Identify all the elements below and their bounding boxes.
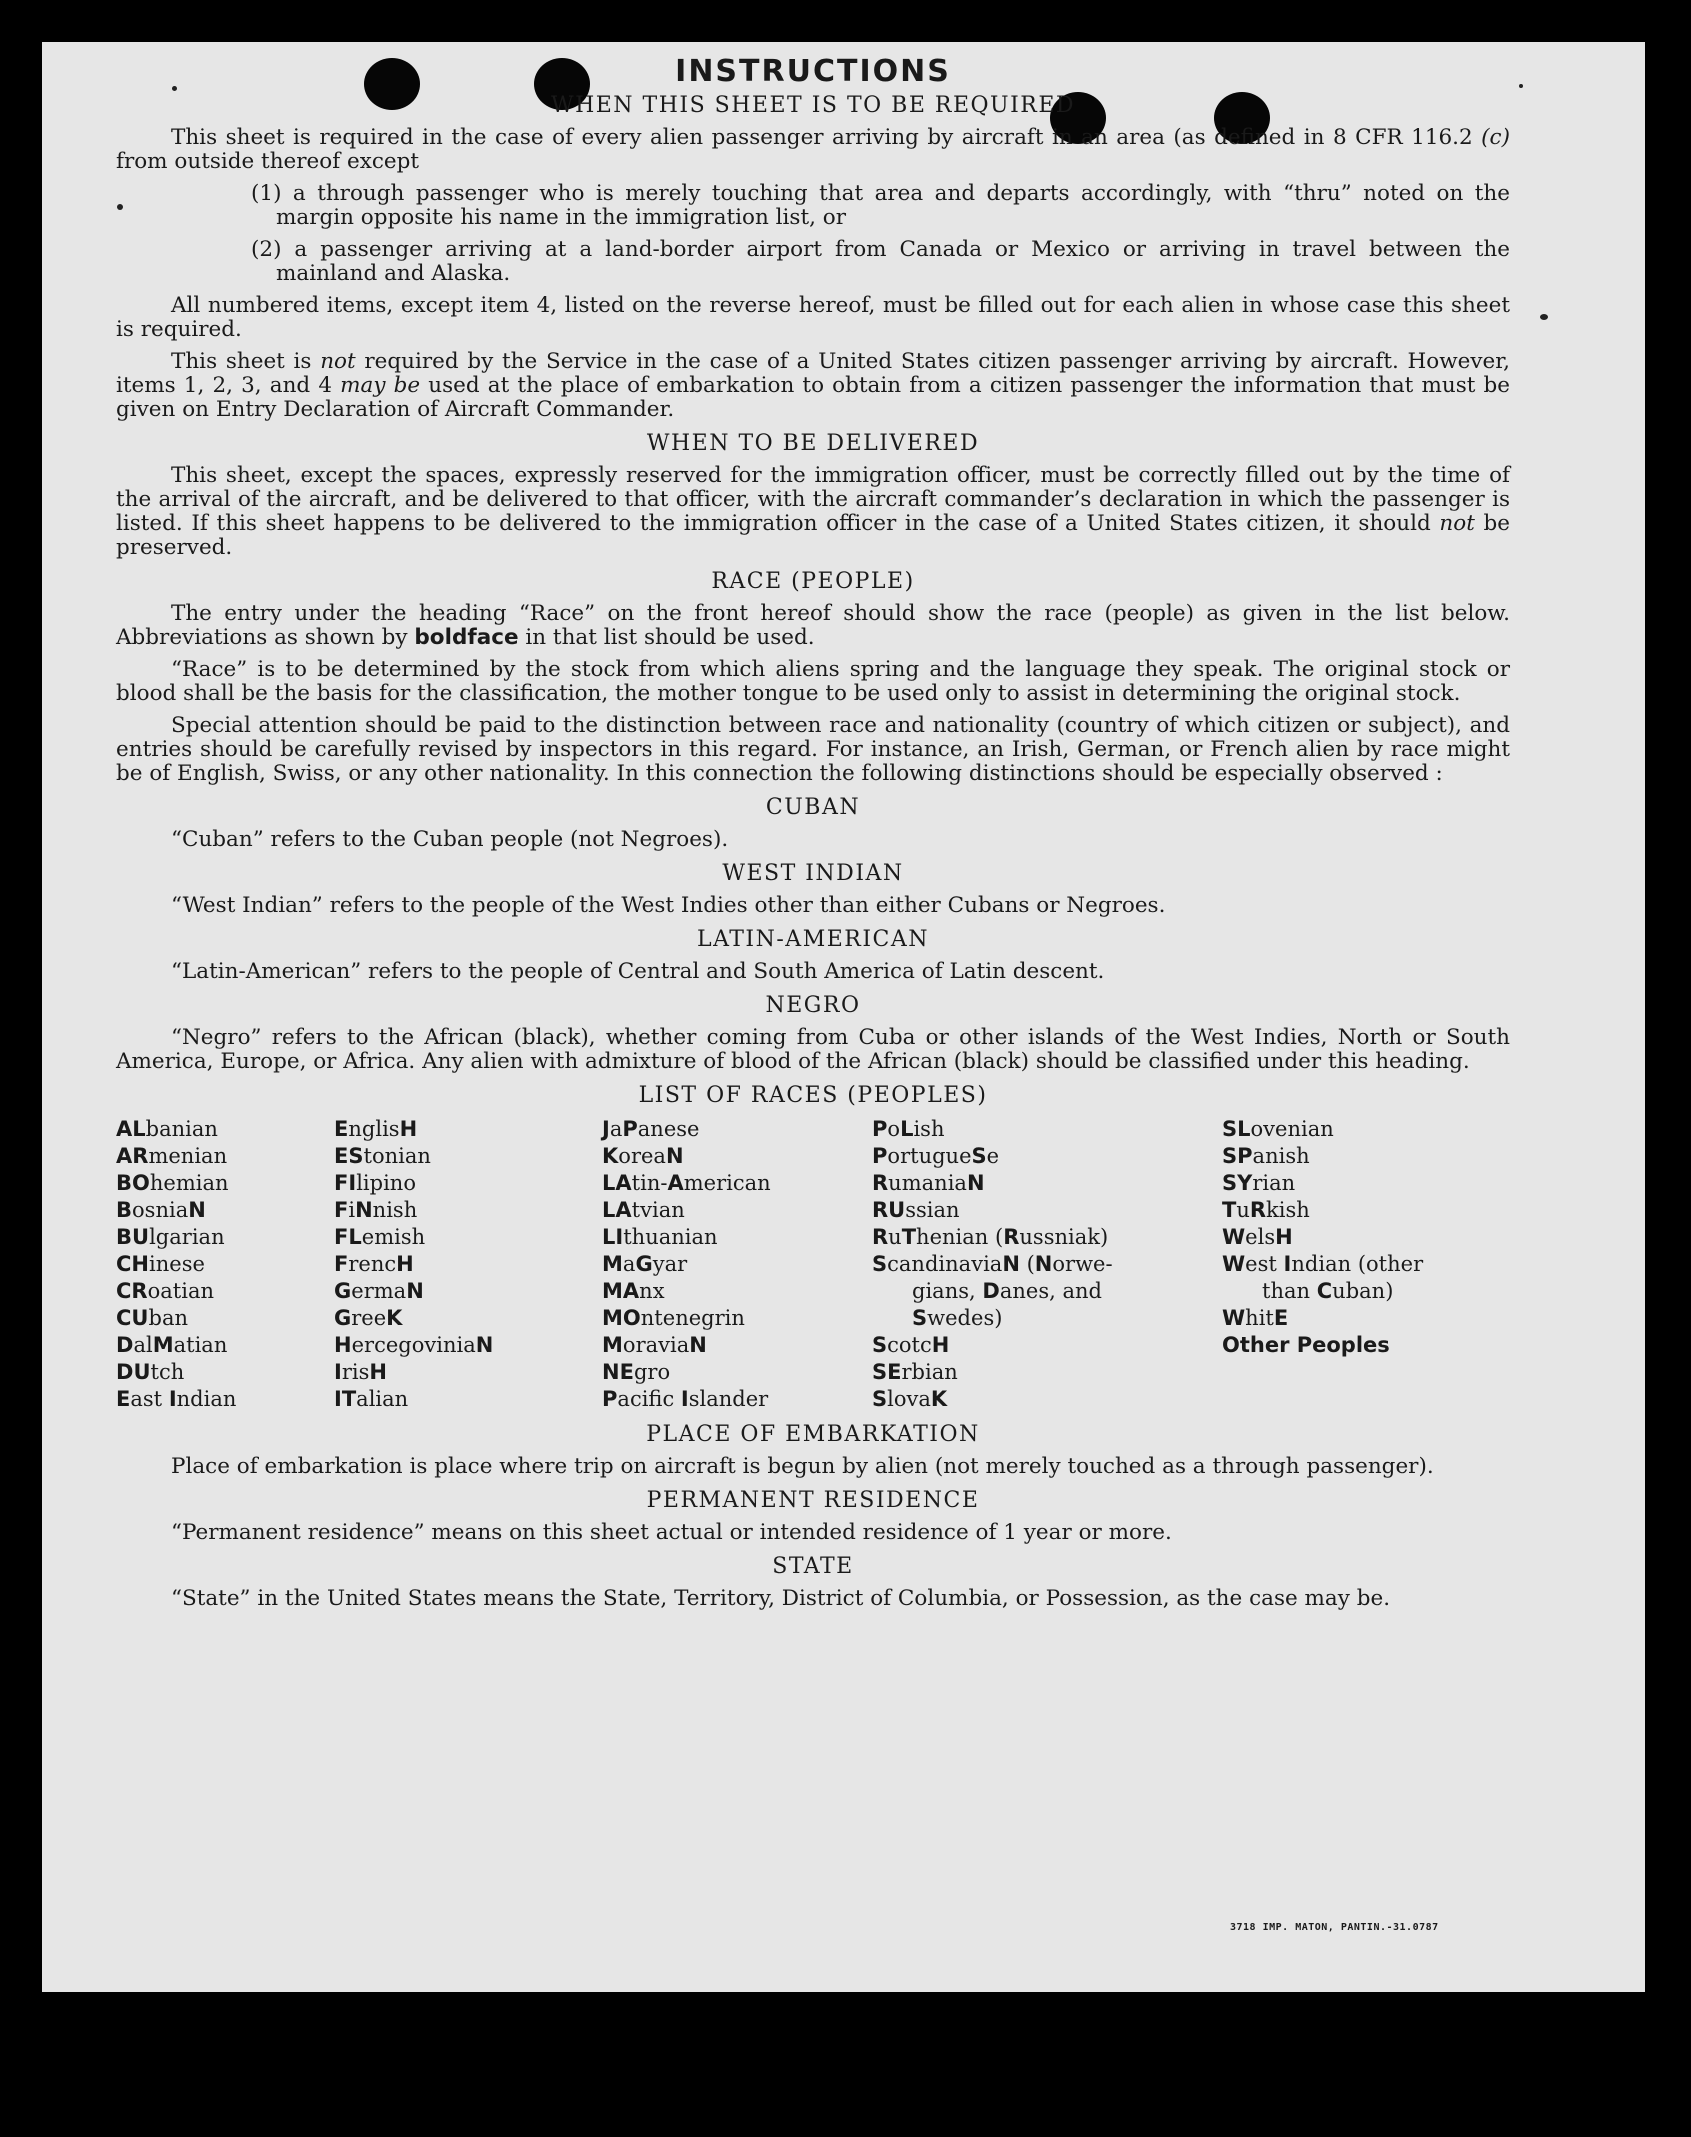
- race-entry: EStonian: [334, 1144, 431, 1168]
- paragraph: This sheet is required in the case of every alien passenger arriving by aircraft in an area (as defined in 8 CFR 116.2 (c) from outside thereof except: [116, 125, 1510, 174]
- race-entry: MAnx: [602, 1279, 665, 1303]
- race-entry: DUtch: [116, 1360, 185, 1384]
- race-entry: BosniaN: [116, 1198, 206, 1222]
- race-entry: GermaN: [334, 1279, 424, 1303]
- race-entry: Pacifc Islander: [602, 1387, 769, 1411]
- paragraph: “Cuban” refers to the Cuban people (not Negroes).: [171, 827, 729, 852]
- race-entry: SErbian: [872, 1360, 958, 1384]
- speck: [1519, 84, 1523, 88]
- races-column-4: [872, 1116, 1222, 1413]
- race-entry: gians, Danes, and: [912, 1279, 1102, 1303]
- race-entry: SPanish: [1222, 1144, 1310, 1168]
- paragraph: “West Indian” refers to the people of the West Indies other than either Cubans or Negroes.: [171, 893, 1166, 918]
- section-heading-races-list: LIST OF RACES (PEOPLES): [638, 1083, 988, 1108]
- race-entry: FLemish: [334, 1225, 426, 1249]
- race-entry: CRoatian: [116, 1279, 215, 1303]
- race-entry: KoreaN: [602, 1144, 684, 1168]
- races-column-5: [1222, 1116, 1512, 1413]
- paragraph: Special attention should be paid to the distinction between race and nationality (country of which citizen or subject), and entries should be carefully revised by inspectors in this regard. For instance, an Irish, German, or French alien by race might be of English, Swiss, or any other nationality. In this connection the following distinctions should be especially observed :: [116, 713, 1510, 786]
- race-entry: LAtvian: [602, 1198, 685, 1222]
- race-entry: RUssian: [872, 1198, 960, 1222]
- race-entry: Swedes): [912, 1306, 1003, 1330]
- paragraph: The entry under the heading “Race” on the front hereof should show the race (people) as given in the list below. Abbreviations as shown by boldface in that list should be used.: [116, 601, 1510, 650]
- list-item: (2) a passenger arriving at a land-border airport from Canada or Mexico or arriving in travel between the mainland and Alaska.: [251, 237, 1510, 286]
- race-entry: DalMatian: [116, 1333, 228, 1357]
- race-entry: CHinese: [116, 1252, 205, 1276]
- race-entry: ALbanian: [116, 1117, 218, 1141]
- page-title: INSTRUCTIONS: [675, 54, 951, 89]
- race-entry: NEgro: [602, 1360, 671, 1384]
- race-entry: FiNnish: [334, 1198, 418, 1222]
- race-entry: CUban: [116, 1306, 188, 1330]
- race-entry: LAtin-American: [602, 1171, 771, 1195]
- race-entry: SlovaK: [872, 1387, 948, 1411]
- race-entry: BOhemian: [116, 1171, 229, 1195]
- race-entry: TuRkish: [1222, 1198, 1310, 1222]
- section-heading-negro: NEGRO: [765, 993, 861, 1018]
- race-entry: IrisH: [334, 1360, 387, 1384]
- paragraph: “Permanent residence” means on this sheet actual or intended residence of 1 year or more.: [171, 1520, 1172, 1545]
- section-heading-latin-american: LATIN-AMERICAN: [696, 927, 930, 952]
- race-entry: RumaniaN: [872, 1171, 985, 1195]
- section-heading-residence: PERMANENT RESIDENCE: [646, 1488, 980, 1513]
- section-heading-delivered: WHEN TO BE DELIVERED: [646, 431, 980, 456]
- paragraph: “Latin-American” refers to the people of Central and South America of Latin descent.: [171, 959, 1105, 984]
- race-entry: ITalian: [334, 1387, 409, 1411]
- paragraph: This sheet, except the spaces, expressly reserved for the immigration officer, must be correctly filled out by the time of the arrival of the aircraft, and be delivered to that officer, with the aircraft commander’s declaration in which the passenger is listed. If this sheet happens to be delivered to the immigration officer in the case of a United States citizen, it should not be preserved.: [116, 463, 1510, 560]
- section-heading-race: RACE (PEOPLE): [711, 569, 915, 594]
- race-entry: BUlgarian: [116, 1225, 225, 1249]
- race-entry: WelsH: [1222, 1225, 1293, 1249]
- race-entry: JaPanese: [602, 1117, 700, 1141]
- race-entry: ScotcH: [872, 1333, 950, 1357]
- race-entry: FIlipino: [334, 1171, 416, 1195]
- section-heading-embarkation: PLACE OF EMBARKATION: [646, 1422, 980, 1447]
- instructions-content: [116, 54, 1510, 1619]
- race-entry: MoraviaN: [602, 1333, 707, 1357]
- race-entry: East Indian: [116, 1387, 237, 1411]
- race-entry: ARmenian: [116, 1144, 228, 1168]
- printer-imprint: 3718 IMP. MATON, PANTIN.-31.0787: [1230, 1922, 1439, 1933]
- section-heading-state: STATE: [772, 1554, 854, 1579]
- race-entry: WhitE: [1222, 1306, 1289, 1330]
- race-entry: ScandinaviaN (Norwe-: [872, 1252, 1113, 1276]
- paragraph: “State” in the United States means the State, Territory, District of Columbia, or Possession, as the case may be.: [171, 1586, 1391, 1611]
- paragraph: This sheet is not required by the Service in the case of a United States citizen passenger arriving by aircraft. However, items 1, 2, 3, and 4 may be used at the place of embarkation to obtain from a citizen passenger the information that must be given on Entry Declaration of Aircraft Commander.: [116, 349, 1510, 422]
- paragraph: “Negro” refers to the African (black), whether coming from Cuba or other islands of the West Indies, North or South America, Europe, or Africa. Any alien with admixture of blood of the African (black) should be classified under this heading.: [116, 1025, 1510, 1074]
- races-column-2: [334, 1116, 602, 1413]
- section-heading-west-indian: WEST INDIAN: [722, 861, 904, 886]
- race-entry: LIthuanian: [602, 1225, 718, 1249]
- races-list: [116, 1116, 1510, 1413]
- races-column-3: [602, 1116, 872, 1413]
- race-entry: Other Peoples: [1222, 1333, 1390, 1357]
- race-entry: FrencH: [334, 1252, 414, 1276]
- race-entry: SYrian: [1222, 1171, 1296, 1195]
- race-entry: MOntenegrin: [602, 1306, 745, 1330]
- paragraph: “Race” is to be determined by the stock from which aliens spring and the language they speak. The original stock or blood shall be the basis for the classification, the mother tongue to be used only to assist in determining the original stock.: [116, 657, 1510, 706]
- speck: [1540, 314, 1548, 320]
- list-item: (1) a through passenger who is merely touching that area and departs accordingly, with “thru” noted on the margin opposite his name in the immigration list, or: [251, 181, 1510, 230]
- race-entry: than Cuban): [1262, 1279, 1394, 1303]
- race-entry: MaGyar: [602, 1252, 688, 1276]
- paragraph: Place of embarkation is place where trip on aircraft is begun by alien (not merely touched as a through passenger).: [171, 1454, 1434, 1479]
- section-heading-cuban: CUBAN: [765, 795, 861, 820]
- races-column-1: [116, 1116, 334, 1413]
- race-entry: RuThenian (Russniak): [872, 1225, 1109, 1249]
- race-entry: PoLish: [872, 1117, 945, 1141]
- paragraph: All numbered items, except item 4, listed on the reverse hereof, must be filled out for each alien in whose case this sheet is required.: [116, 293, 1510, 342]
- race-entry: HercegoviniaN: [334, 1333, 494, 1357]
- race-entry: PortugueSe: [872, 1144, 1000, 1168]
- race-entry: West Indian (other: [1222, 1252, 1424, 1276]
- section-heading-required: WHEN THIS SHEET IS TO BE REQUIRED: [550, 93, 1076, 118]
- race-entry: EnglisH: [334, 1117, 418, 1141]
- race-entry: GreeK: [334, 1306, 403, 1330]
- race-entry: SLovenian: [1222, 1117, 1334, 1141]
